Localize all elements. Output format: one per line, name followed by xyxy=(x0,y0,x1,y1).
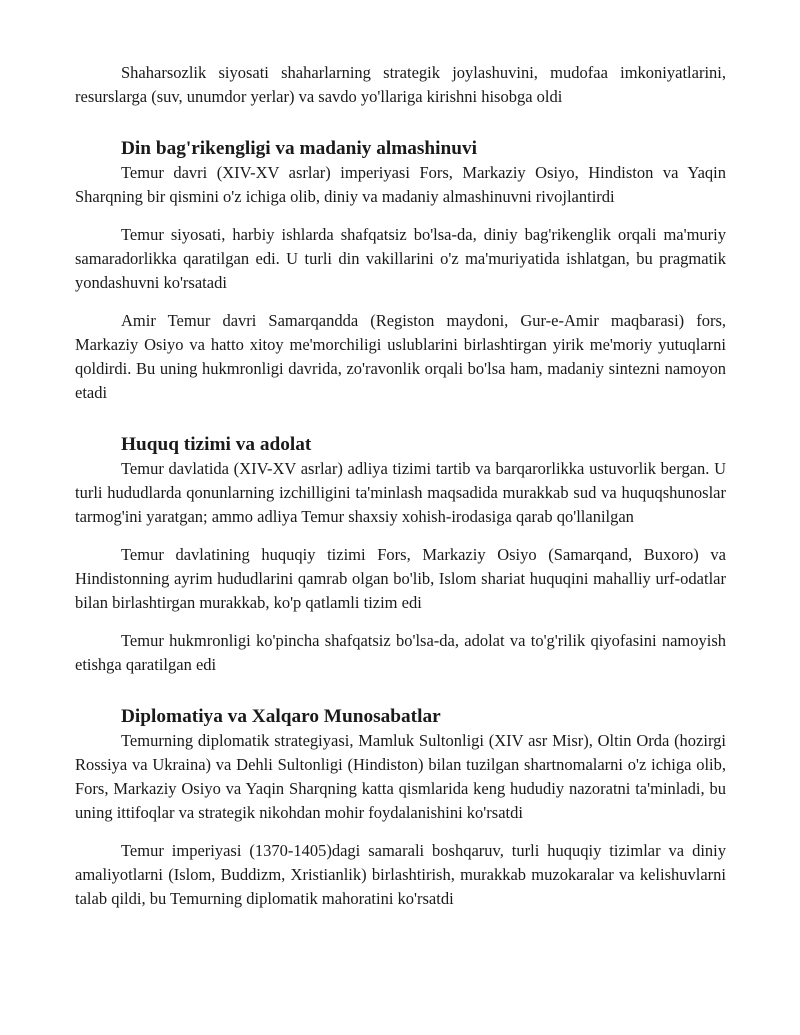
paragraph-governance: Temur imperiyasi (1370-1405)dagi samarali boshqaruv, turli huquqiy tizimlar va diniy amaliyotlarni (Islom, Buddizm, Xristianlik) birlashtirish, murakkab muzokaralar va kelishuvlarni talab qildi, bu Temurning diplomatik mahoratini ko'rsatdi xyxy=(75,841,726,908)
paragraph-religious-policy: Temur siyosati, harbiy ishlarda shafqatsiz bo'lsa-da, diniy bag'rikenglik orqali ma'muriy samaradorlikka qaratilgan edi. U turli din vakillarini o'z ma'muriyatida ishlatgan, bu pragmatik yondashuvni ko'rsatadi xyxy=(75,225,726,292)
paragraph-urban-policy: Shaharsozlik siyosati shaharlarning strategik joylashuvini, mudofaa imkoniyatlarini, resurslarga (suv, unumdor yerlar) va savdo yo'llariga kirishni hisobga oldi xyxy=(75,63,726,106)
section-heading-diplomacy: Diplomatiya va Xalqaro Munosabatlar xyxy=(121,706,441,727)
paragraph-architecture: Amir Temur davri Samarqandda (Registon maydoni, Gur-e-Amir maqbarasi) fors, Markaziy Osiyo va hatto xitoy me'morchiligi uslublarini birlashtirgan yirik me'moriy yutuqlarni qoldirdi. Bu uning hukmronligi davrida, zo'ravonlik orqali bo'lsa ham, madaniy sintezni namoyon etadi xyxy=(75,311,726,402)
paragraph-legal-structure: Temur davlatining huquqiy tizimi Fors, Markaziy Osiyo (Samarqand, Buxoro) va Hindistonning ayrim hududlarini qamrab olgan bo'lib, Islom shariat huquqini mahalliy urf-odatlar bilan birlashtirgan murakkab, ko'p qatlamli tizim edi xyxy=(75,545,726,612)
document-page xyxy=(75,61,726,925)
paragraph-justice-image: Temur hukmronligi ko'pincha shafqatsiz bo'lsa-da, adolat va to'g'rilik qiyofasini namoyish etishga qaratilgan edi xyxy=(75,631,726,674)
section-heading-religious-tolerance: Din bag'rikengligi va madaniy almashinuvi xyxy=(121,138,478,159)
section-heading-legal-system: Huquq tizimi va adolat xyxy=(121,434,312,455)
paragraph-judicial-system: Temur davlatida (XIV-XV asrlar) adliya tizimi tartib va barqarorlikka ustuvorlik bergan. U turli hududlarda qonunlarning izchilligini ta'minlash maqsadida murakkab sud va huquqshunoslar tarmog'ini yaratgan; ammo adliya Temur shaxsiy xohish-irodasiga qarab qo'llanilgan xyxy=(75,459,726,526)
paragraph-cultural-exchange: Temur davri (XIV-XV asrlar) imperiyasi Fors, Markaziy Osiyo, Hindiston va Yaqin Sharqning bir qismini o'z ichiga olib, diniy va madaniy almashinuvni rivojlantirdi xyxy=(75,163,726,206)
paragraph-diplomatic-strategy: Temurning diplomatik strategiyasi, Mamluk Sultonligi (XIV asr Misr), Oltin Orda (hozirgi Rossiya va Ukraina) va Dehli Sultonligi (Hindiston) bilan tuzilgan shartnomalarni o'z ichiga olib, Fors, Markaziy Osiyo va Yaqin Sharqning katta qismlarida keng hududiy nazoratni ta'minladi, bu uning ittifoqlar va strategik nikohdan mohir foydalanishini ko'rsatdi xyxy=(75,731,726,822)
